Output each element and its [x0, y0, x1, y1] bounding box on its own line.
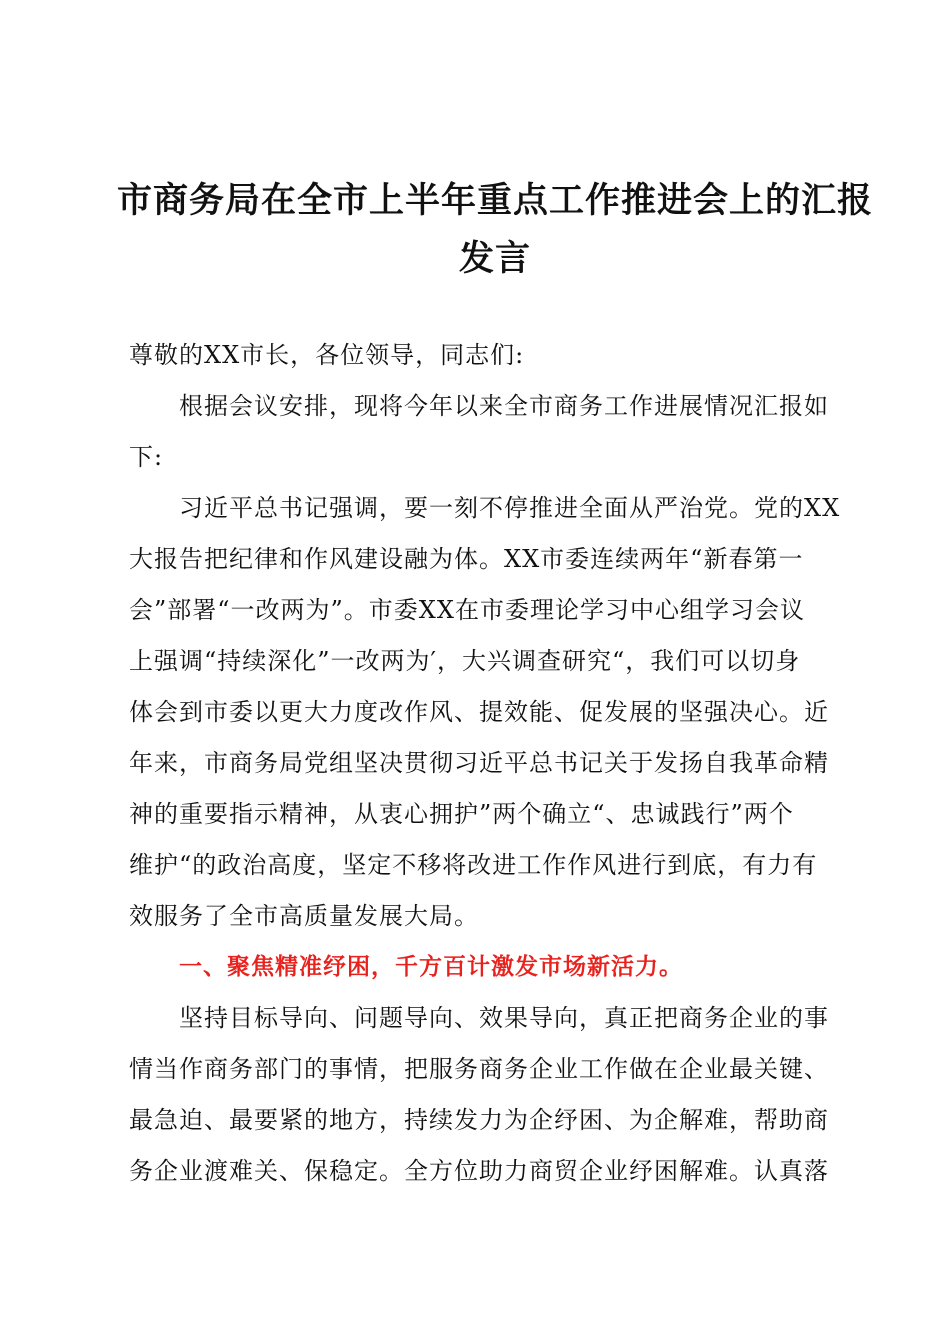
paragraph-line: 习近平总书记强调，要一刻不停推进全面从严治党。党的XX: [179, 494, 841, 522]
paragraph-line: 坚持目标导向、问题导向、效果导向，真正把商务企业的事: [179, 1004, 829, 1032]
section-heading: 一、聚焦精准纾困，千方百计激发市场新活力。: [179, 954, 683, 980]
paragraph-line: 维护“的政治高度，坚定不移将改进工作作风进行到底，有力有: [129, 851, 818, 879]
paragraph-line: 大报告把纪律和作风建设融为体。XX市委连续两年“新春第一: [129, 545, 804, 573]
document-title: [110, 172, 880, 288]
paragraph-line: 年来，市商务局党组坚决贯彻习近平总书记关于发扬自我革命精: [129, 749, 829, 777]
document-body: [129, 330, 849, 1197]
salutation: 尊敬的XX市长，各位领导，同志们:: [129, 341, 525, 369]
intro-line: 下:: [129, 443, 164, 471]
paragraph-line: 务企业渡难关、保稳定。全方位助力商贸企业纾困解难。认真落: [129, 1157, 829, 1185]
paragraph-line: 情当作商务部门的事情，把服务商务企业工作做在企业最关键、: [129, 1055, 829, 1083]
paragraph-line: 会”部署“一改两为”。市委XX在市委理论学习中心组学习会议: [129, 596, 805, 624]
paragraph-line: 最急迫、最要紧的地方，持续发力为企纾困、为企解难，帮助商: [129, 1106, 829, 1134]
paragraph-line: 体会到市委以更大力度改作风、提效能、促发展的坚强决心。近: [129, 698, 829, 726]
paragraph-line: 上强调“持续深化”一改两为′，大兴调查研究“，我们可以切身: [129, 647, 801, 675]
title-line-1: 市商务局在全市上半年重点工作推进会上的汇报: [116, 181, 873, 221]
paragraph-line: 效服务了全市高质量发展大局。: [129, 902, 479, 930]
paragraph-line: 神的重要指示精神，从衷心拥护”两个确立“、忠诚践行”两个: [129, 800, 794, 828]
intro-line: 根据会议安排，现将今年以来全市商务工作进展情况汇报如: [179, 392, 829, 420]
title-line-2: 发言: [458, 239, 531, 279]
